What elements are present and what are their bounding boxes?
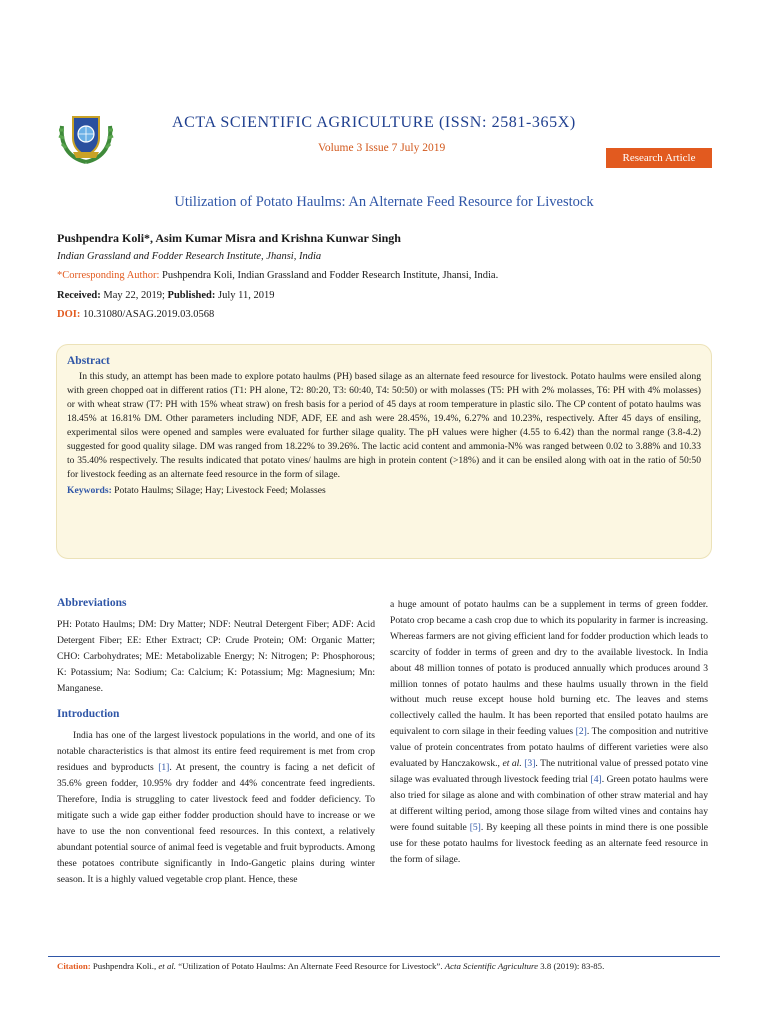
intro-text-part: . At present, the country is facing a net deficit of 35.6% green fodder, 10.95% dry fodder and 44% concentrate feed ingredients. Therefore, India is struggling to cater livestock feed and fodder deficiency. To mitigate such a wide gap either fodder production should have to increase or we have to use the non conventional feed resources. In this context, a relatively abundant potential source of animal feed is vegetable and fruit byproducts. Among these potatoes contribute significantly in Indo-Gangetic plains during winter season. It is a highly valued vegetable crop plant. Hence, these [57,762,375,885]
abbreviations-heading: Abbreviations [57,597,127,609]
intro-text-part: . The nutritional value of pressed potato vine silage was evaluated through livestock feeding trial [390,758,708,785]
published-label: Published: [167,290,216,301]
reference-link-1[interactable]: [1] [158,762,170,774]
affiliation: Indian Grassland and Fodder Research Institute, Jhansi, India [57,251,322,262]
reference-link-4[interactable]: [4] [590,773,602,785]
reference-link-5[interactable]: [5] [469,821,481,833]
corresponding-text: Pushpendra Koli, Indian Grassland and Fodder Research Institute, Jhansi, India. [159,270,499,281]
citation-text: Pushpendra Koli., [90,961,159,971]
dates [57,290,717,301]
intro-text-part: . Green potato haulms were also tried for silage as alone and with combination of other straw material and hay at different wilting period, among those silage from wilted vines and contains hay were found suitable [390,773,708,833]
reference-link-2[interactable]: [2] [575,726,587,738]
left-column [57,596,375,887]
keywords-text: Potato Haulms; Silage; Hay; Livestock Feed; Molasses [111,485,326,496]
citation-label: Citation: [57,961,91,971]
citation-text: 3.8 (2019): 83-85. [538,961,605,971]
received-value: May 22, 2019; [100,290,168,301]
journal-crest-logo [56,108,116,166]
intro-text-part: . The composition and nutritive value of protein concentrates from potato haulms of different varieties were also evaluated by Hanczakowsk., [390,726,708,770]
abstract-box [56,344,712,559]
issue-info: Volume 3 Issue 7 July 2019 [318,142,446,154]
intro-text-part: a huge amount of potato haulms can be a supplement in terms of green fodder. Potato crop became a cash crop due to which its popularity in farmer is increasing. Whereas farmers are not giving efficient land for fodder production which leads to scarcity of fodder in terms of green and dry to the available livestock. In India about 48 million tonnes of potato is produced annually which produces around 3 million tonnes of potato haulms and these haulms usually thrown in the field without much reuse except house hold burning etc. The leaves and stems collectively called the haulm. It has been reported that ensiled potato haulms are equivalent to corn silage in their feeding values [390,599,708,738]
introduction-paragraph [57,728,375,887]
doi [57,309,717,320]
reference-link-3[interactable]: [3] [524,758,536,770]
doi-value[interactable]: 10.31080/ASAG.2019.03.0568 [80,309,215,320]
abstract-text: In this study, an attempt has been made to explore potato haulms (PH) based silage as an alternate feed resource for livestock. Potato haulms were ensiled along with green chopped oat in different ratios (T1: PH alone, T2: 80:20, T3: 60:40, T4: 50:50) or with molasses (T5: PH with 2% molasses, T6: PH with 4% molasses) or with wheat straw (T7: PH with 15% wheat straw) on fresh basis for a period of 45 days at room temperature in plastic silo. The CP content of potato haulms was 18.45% at 16.81% DM. Other parameters including NDF, ADF, EE and ash were 28.45%, 19.4%, 6.27% and 10.23%, respectively. After 45 days of ensiling, experimental silos were opened and samples were evaluated for further silage quality. The pH values were higher (4.55 to 6.42) than the normal range (3.8-4.2) suggested for good quality silage. DM was ranged from 18.22% to 39.26%. The lactic acid content and ammonia-N% was ranged between 0.02 to 3.88% and 10.33 to 35.40% respectively. The results indicated that potato vines/ haulms are high in protein content (>18%) and it can be ensiled along with oat in the ratio of 50:50 for livestock feeding as an alternate feed resource in the form of silage. [67,371,701,480]
corresponding-author [57,270,717,281]
journal-title: ACTA SCIENTIFIC AGRICULTURE (ISSN: 2581-365X) [172,114,576,131]
citation-text: “Utilization of Potato Haulms: An Alternate Feed Resource for Livestock”. [176,961,445,971]
authors: Pushpendra Koli*, Asim Kumar Misra and Krishna Kunwar Singh [57,231,401,245]
intro-text-part: India has one of the largest livestock populations in the world, and one of its notable characteristics is that almost its entire feed requirement is met from crop residues and byproducts [57,730,375,774]
article-type-badge: Research Article [606,148,712,168]
et-al: et al. [502,758,522,770]
abstract-heading: Abstract [67,355,110,367]
published-value: July 11, 2019 [215,290,275,301]
corresponding-label: *Corresponding Author: [57,270,160,281]
keywords [67,485,701,496]
introduction-heading: Introduction [57,708,120,721]
introduction-continued [390,597,708,867]
right-column [390,597,708,867]
keywords-label: Keywords: [67,485,112,496]
footer-divider [48,956,720,957]
intro-text-part: . By keeping all these points in mind there is one possible use for these potato haulms for livestock feeding as an alternate feed resource in the form of silage. [390,821,708,865]
article-title: Utilization of Potato Haulms: An Alternate Feed Resource for Livestock [174,194,594,210]
citation [57,961,717,971]
citation-journal: Acta Scientific Agriculture [444,961,539,971]
abbreviations-text: PH: Potato Haulms; DM: Dry Matter; NDF: Neutral Detergent Fiber; ADF: Acid Detergent Fiber; EE: Ether Extract; CP: Crude Protein; OM: Organic Matter; CHO: Carbohydrates; ME: Metabolizable Energy; N: Nitrogen; P: Phosphorous; K: Potassium; Na: Sodium; Ca: Calcium; K: Potassium; Mg: Magnesium; Mn: Manganese. [57,618,375,694]
doi-label: DOI: [57,309,81,320]
received-label: Received: [57,290,101,301]
citation-et-al: et al. [158,961,176,971]
